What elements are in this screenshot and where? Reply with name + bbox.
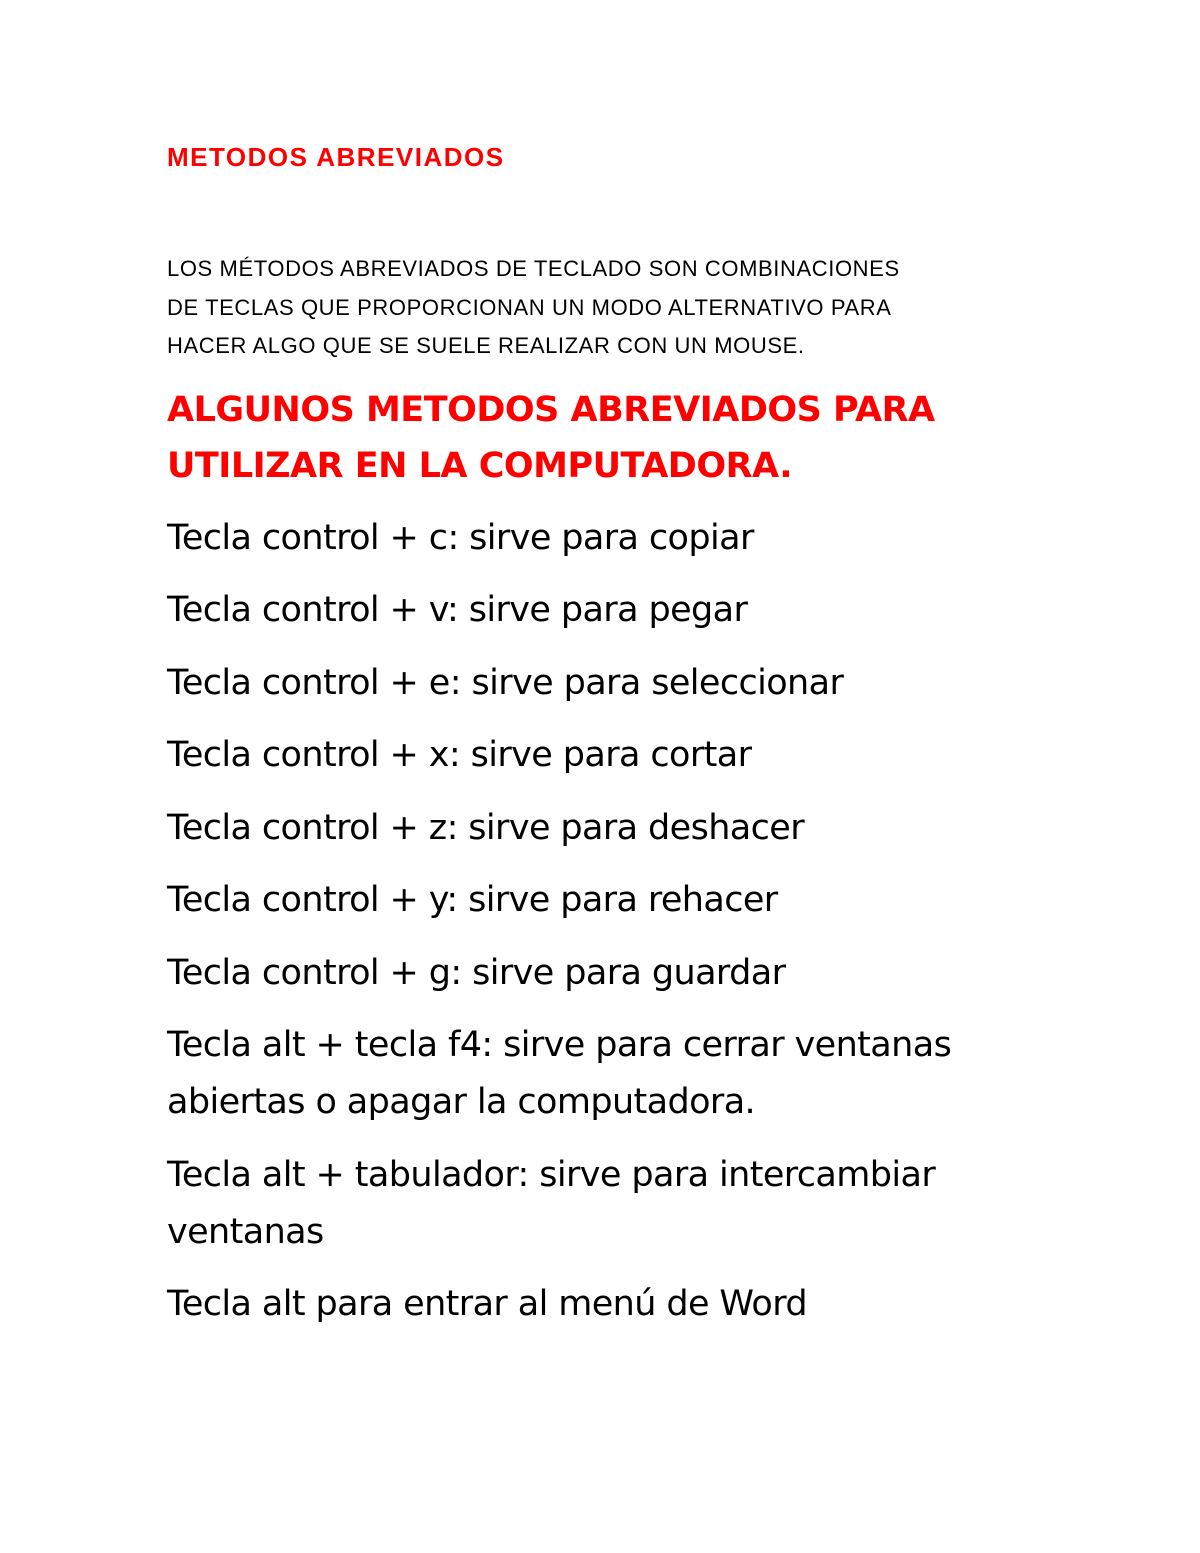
shortcut-item-paste: Tecla control + v: sirve para pegar bbox=[167, 590, 748, 630]
shortcut-item-switch-window: Tecla alt + tabulador: sirve para intercambiar ventanas bbox=[167, 1154, 936, 1252]
shortcut-item-close-window: Tecla alt + tecla f4: sirve para cerrar ventanas abiertas o apagar la computadora. bbox=[167, 1025, 952, 1122]
shortcut-item-save: Tecla control + g: sirve para guardar bbox=[167, 952, 786, 993]
document-title: METODOS ABREVIADOS bbox=[167, 142, 505, 172]
shortcut-item-word-menu: Tecla alt para entrar al menú de Word bbox=[167, 1284, 807, 1324]
shortcut-list bbox=[167, 510, 1047, 1334]
shortcut-item-undo: Tecla control + z: sirve para deshacer bbox=[167, 807, 805, 848]
shortcut-item-cut: Tecla control + x: sirve para cortar bbox=[167, 735, 752, 775]
document-content bbox=[167, 138, 1047, 1349]
intro-paragraph: LOS MÉTODOS ABREVIADOS DE TECLADO SON COMBINACIONES DE TECLAS QUE PROPORCIONAN UN MODO ALTERNATIVO PARA HACER ALGO QUE SE SUELE REALIZAR CON UN MOUSE. bbox=[167, 256, 900, 358]
shortcut-item-redo: Tecla control + y: sirve para rehacer bbox=[167, 880, 778, 920]
section-heading: ALGUNOS METODOS ABREVIADOS PARA UTILIZAR EN LA COMPUTADORA. bbox=[167, 389, 935, 486]
shortcut-item-copy: Tecla control + c: sirve para copiar bbox=[167, 517, 754, 558]
shortcut-item-select: Tecla control + e: sirve para seleccionar bbox=[167, 662, 844, 703]
